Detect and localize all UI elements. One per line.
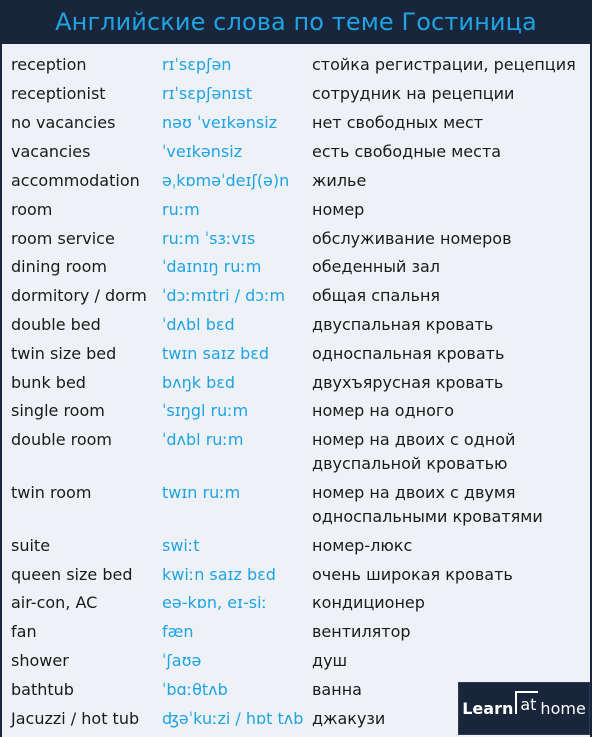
transcription: ˈsɪŋgl ruːm <box>162 401 249 420</box>
russian-translation: номер на двоих с двумя односпальными кроватями <box>312 483 543 526</box>
transcription: ʤəˈkuːzi / hɒt tʌb <box>162 709 304 728</box>
english-word: queen size bed <box>11 565 133 584</box>
logo-learn-text: Learn <box>462 699 514 718</box>
transcription: rɪˈsɛpʃən <box>162 55 232 74</box>
transcription: ˈdʌbl ruːm <box>162 430 244 449</box>
english-word: fan <box>11 622 37 641</box>
russian-translation: двухъярусная кровать <box>312 373 504 392</box>
transcription: ruːm ˈsɜːvɪs <box>162 229 256 248</box>
russian-translation: номер на двоих с одной двуспальной кроватью <box>312 430 516 473</box>
english-word: air-con, AC <box>11 593 98 612</box>
transcription: ˈdʌbl bɛd <box>162 315 235 334</box>
russian-translation: джакузи <box>312 709 386 728</box>
transcription: əˌkɒməˈdeɪʃ(ə)n <box>162 171 290 190</box>
transcription: nəʊ ˈveɪkənsiz <box>162 113 278 132</box>
russian-translation: вентилятор <box>312 622 411 641</box>
english-word: no vacancies <box>11 113 116 132</box>
english-word: single room <box>11 401 105 420</box>
russian-translation: номер-люкс <box>312 536 413 555</box>
english-word: room service <box>11 229 115 248</box>
transcription: twɪn ruːm <box>162 483 241 502</box>
russian-translation: нет свободных мест <box>312 113 484 132</box>
russian-translation: обеденный зал <box>312 257 440 276</box>
english-word: double room <box>11 430 113 449</box>
page-title: Английские слова по теме Гостиница <box>55 8 537 36</box>
english-word: bathtub <box>11 680 74 699</box>
russian-translation: ванна <box>312 680 362 699</box>
transcription: rɪˈsɛpʃənɪst <box>162 84 252 103</box>
russian-translation: жилье <box>312 171 367 190</box>
vocabulary-table <box>0 44 592 737</box>
english-word: dormitory / dorm <box>11 286 147 305</box>
english-word: twin room <box>11 483 92 502</box>
transcription: eə-kɒn, eɪ-siː <box>162 593 267 612</box>
transcription: ˈdaɪnɪŋ ruːm <box>162 257 262 276</box>
russian-translation: односпальная кровать <box>312 344 505 363</box>
russian-translation: очень широкая кровать <box>312 565 513 584</box>
english-word: double bed <box>11 315 101 334</box>
transcription: ˈbɑːθtʌb <box>162 680 228 699</box>
transcription: ˈveɪkənsiz <box>162 142 243 161</box>
russian-translation: двуспальная кровать <box>312 315 494 334</box>
transcription: bʌŋk bɛd <box>162 373 236 392</box>
transcription: swiːt <box>162 536 200 555</box>
transcription: twɪn saɪz bɛd <box>162 344 270 363</box>
russian-translation: душ <box>312 651 348 670</box>
transcription: ˈdɔːmɪtri / dɔːm <box>162 286 286 305</box>
english-word: receptionist <box>11 84 106 103</box>
russian-translation: кондиционер <box>312 593 425 612</box>
english-word: reception <box>11 55 87 74</box>
english-word: room <box>11 200 53 219</box>
logo-at-text: at <box>515 691 538 714</box>
english-word: Jacuzzi / hot tub <box>11 709 140 728</box>
russian-translation: стойка регистрации, рецепция <box>312 55 576 74</box>
russian-translation: номер на одного <box>312 401 455 420</box>
russian-translation: общая спальня <box>312 286 441 305</box>
english-word: suite <box>11 536 51 555</box>
logo-home-text: home <box>540 699 586 718</box>
english-word: bunk bed <box>11 373 86 392</box>
russian-translation: сотрудник на рецепции <box>312 84 515 103</box>
transcription: ruːm <box>162 200 200 219</box>
learn-at-home-logo <box>458 682 590 735</box>
english-word: accommodation <box>11 171 140 190</box>
english-word: shower <box>11 651 69 670</box>
title-bar <box>0 0 592 45</box>
transcription: kwiːn saɪz bɛd <box>162 565 276 584</box>
english-word: vacancies <box>11 142 91 161</box>
transcription: ˈʃaʊə <box>162 651 202 670</box>
russian-translation: есть свободные места <box>312 142 502 161</box>
english-word: dining room <box>11 257 107 276</box>
english-word: twin size bed <box>11 344 117 363</box>
transcription: fæn <box>162 622 194 641</box>
russian-translation: обслуживание номеров <box>312 229 512 248</box>
russian-translation: номер <box>312 200 365 219</box>
